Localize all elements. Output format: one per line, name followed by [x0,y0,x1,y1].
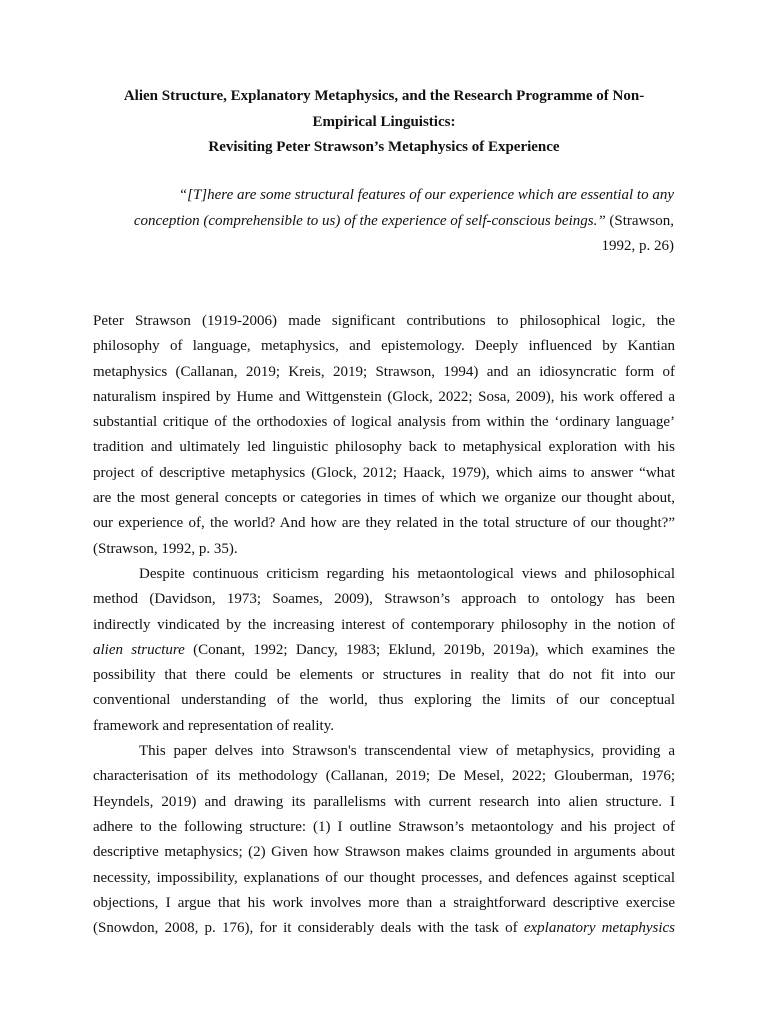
epigraph-line [94,209,674,235]
text-line: philosophy of language, metaphysics, and epistemology. Deeply influenced by Kantian [93,338,675,355]
text-line: project of descriptive metaphysics (Glock, 2012; Haack, 1979), which aims to answer “what [93,464,675,481]
text-line: Peter Strawson (1919-2006) made significant contributions to philosophical logic, the [93,313,675,329]
text-line: framework and representation of reality. [93,717,335,734]
epigraph-quote: conception (comprehensible to us) of the experience of self-conscious beings.” [133,212,606,229]
epigraph-citation: (Strawson, [609,212,674,229]
text-line: descriptive metaphysics; (2) Given how Strawson makes claims grounded in arguments about [93,844,675,861]
text-line: objections, I argue that his work involves more than a straightforward descriptive exercise [93,894,675,911]
italic-term: explanatory metaphysics [523,920,675,937]
text-line: naturalism inspired by Hume and Wittgenstein (Glock, 2022; Sosa, 2009), his work offered a [93,388,675,405]
epigraph [94,183,674,260]
paragraph [93,562,675,739]
text-line: are the most general concepts or categories in times of which we organize our thought about, [93,490,675,507]
text-line: possibility that there could be elements or structures in reality that do not fit into our [93,667,675,684]
text-line: This paper delves into Strawson's transcendental view of metaphysics, providing a [139,743,675,760]
text-line: indirectly vindicated by the increasing interest of contemporary philosophy in the notion of [93,616,675,633]
title-line: Alien Structure, Explanatory Metaphysics, and the Research Programme of Non- [123,88,645,104]
title-line: Empirical Linguistics: [312,113,456,130]
text-line: tradition and ultimately led linguistic philosophy back to metaphysical exploration with his [93,439,675,456]
paper-title [94,84,674,161]
epigraph-quote: “[T]here are some structural features of our experience which are essential to any [178,187,674,203]
text-span: (Snowdon, 2008, p. 176), for it considerably deals with the task of [93,920,524,937]
text-span: (Conant, 1992; Dancy, 1983; Eklund, 2019b, 2019a), which examines the [184,641,675,658]
text-line: characterisation of its methodology (Callanan, 2019; De Mesel, 2022; Glouberman, 1976; [93,768,675,785]
text-line: our experience of, the world? And how are they related in the total structure of our thought?” [93,515,675,532]
paragraph [93,739,675,941]
italic-term: alien structure [93,641,185,658]
text-line: (Strawson, 1992, p. 35). [93,540,238,557]
paragraph [93,309,675,562]
text-line: method (Davidson, 1973; Soames, 2009), Strawson’s approach to ontology has been [93,591,675,608]
text-line [93,638,675,663]
text-line: Heyndels, 2019) and drawing its parallelisms with current research into alien structure. I [93,793,675,810]
text-line: necessity, impossibility, explanations of our thought processes, and defences against sceptical [93,869,675,886]
epigraph-citation: 1992, p. 26) [601,238,674,254]
text-line: metaphysics (Callanan, 2019; Kreis, 2019; Strawson, 1994) and an idiosyncratic form of [93,363,675,380]
text-line: substantial critique of the orthodoxies of logical analysis from within the ‘ordinary language’ [93,414,675,431]
text-line: Despite continuous criticism regarding his metaontological views and philosophical [139,565,675,582]
subtitle-line: Revisiting Peter Strawson’s Metaphysics of Experience [208,139,560,155]
text-line [93,916,675,941]
epigraph-line [94,183,674,209]
body-text [93,309,675,941]
text-line: adhere to the following structure: (1) I outline Strawson’s metaontology and his project of [93,818,675,835]
text-line: conventional understanding of the world, thus exploring the limits of our conceptual [93,692,675,709]
epigraph-line [94,234,674,260]
